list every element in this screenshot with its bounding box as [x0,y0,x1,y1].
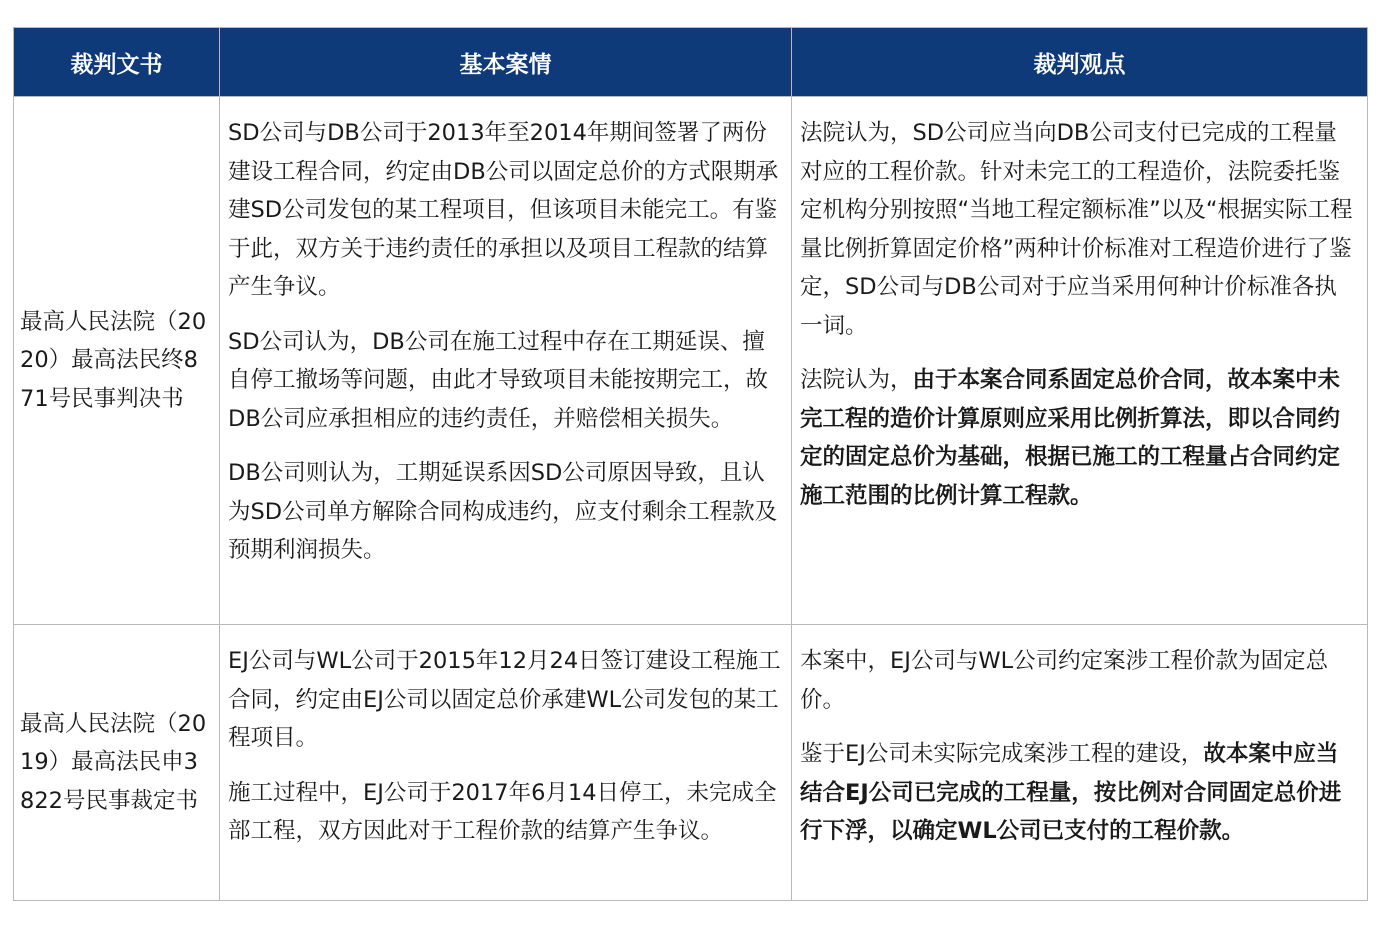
facts-cell [220,625,792,901]
opinion-cell [792,97,1368,625]
facts-paragraph: DB公司则认为，工期延误系因SD公司原因导致，且认为SD公司单方解除合同构成违约，应支付剩余工程款及预期利润损失。 [228,460,778,563]
table-row [14,97,1368,625]
opinion-paragraph [800,361,1359,515]
document-cell: 最高人民法院（2019）最高法民申3822号民事裁定书 [14,625,220,901]
header-row [14,28,1368,97]
opinion-text: 鉴于EJ公司未实际完成案涉工程的建设， [800,741,1204,767]
header-document: 裁判文书 [14,28,220,97]
facts-paragraph: SD公司认为，DB公司在施工过程中存在工期延误、擅自停工撤场等问题，由此才导致项目未能按期完工，故DB公司应承担相应的违约责任，并赔偿相关损失。 [228,328,769,432]
opinion-paragraph [800,735,1359,851]
facts-paragraph: EJ公司与WL公司于2015年12月24日签订建设工程施工合同，约定由EJ公司以固定总价承建WL公司发包的某工程项目。 [228,648,781,751]
opinion-cell [792,625,1368,901]
opinion-bold-text: 故本案中应当结合EJ公司已完成的工程量，按比例对合同固定总价进行下浮，以确定WL公司已支付的工程价款。 [800,741,1342,844]
header-facts: 基本案情 [220,28,792,97]
document-cell: 最高人民法院（2020）最高法民终871号民事判决书 [14,97,220,625]
opinion-text: 本案中，EJ公司与WL公司约定案涉工程价款为固定总价。 [800,648,1329,713]
facts-paragraph: SD公司与DB公司于2013年至2014年期间签署了两份建设工程合同，约定由DB公司以固定总价的方式限期承建SD公司发包的某工程项目，但该项目未能完工。有鉴于此，双方关于违约责任的承担以及项目工程款的结算产生争议。 [228,120,779,300]
opinion-bold-text: 由于本案合同系固定总价合同，故本案中未完工程的造价计算原则应采用比例折算法，即以合同约定的固定总价为基础，根据已施工的工程量占合同约定施工范围的比例计算工程款。 [800,367,1341,509]
opinion-paragraph [800,642,1359,719]
table-row [14,625,1368,901]
facts-cell [220,97,792,625]
opinion-text: 法院认为，SD公司应当向DB公司支付已完成的工程量对应的工程价款。针对未完工的工程造价，法院委托鉴定机构分别按照“当地工程定额标准”以及“根据实际工程量比例折算固定价格”两种计价标准对工程造价进行了鉴定，SD公司与DB公司对于应当采用何种计价标准各执一词。 [800,120,1353,339]
facts-paragraph: 施工过程中，EJ公司于2017年6月14日停工，未完成全部工程，双方因此对于工程价款的结算产生争议。 [228,779,777,844]
opinion-text: 法院认为， [800,367,913,393]
header-opinion: 裁判观点 [792,28,1368,97]
opinion-paragraph [800,114,1359,345]
case-comparison-table [13,27,1368,901]
